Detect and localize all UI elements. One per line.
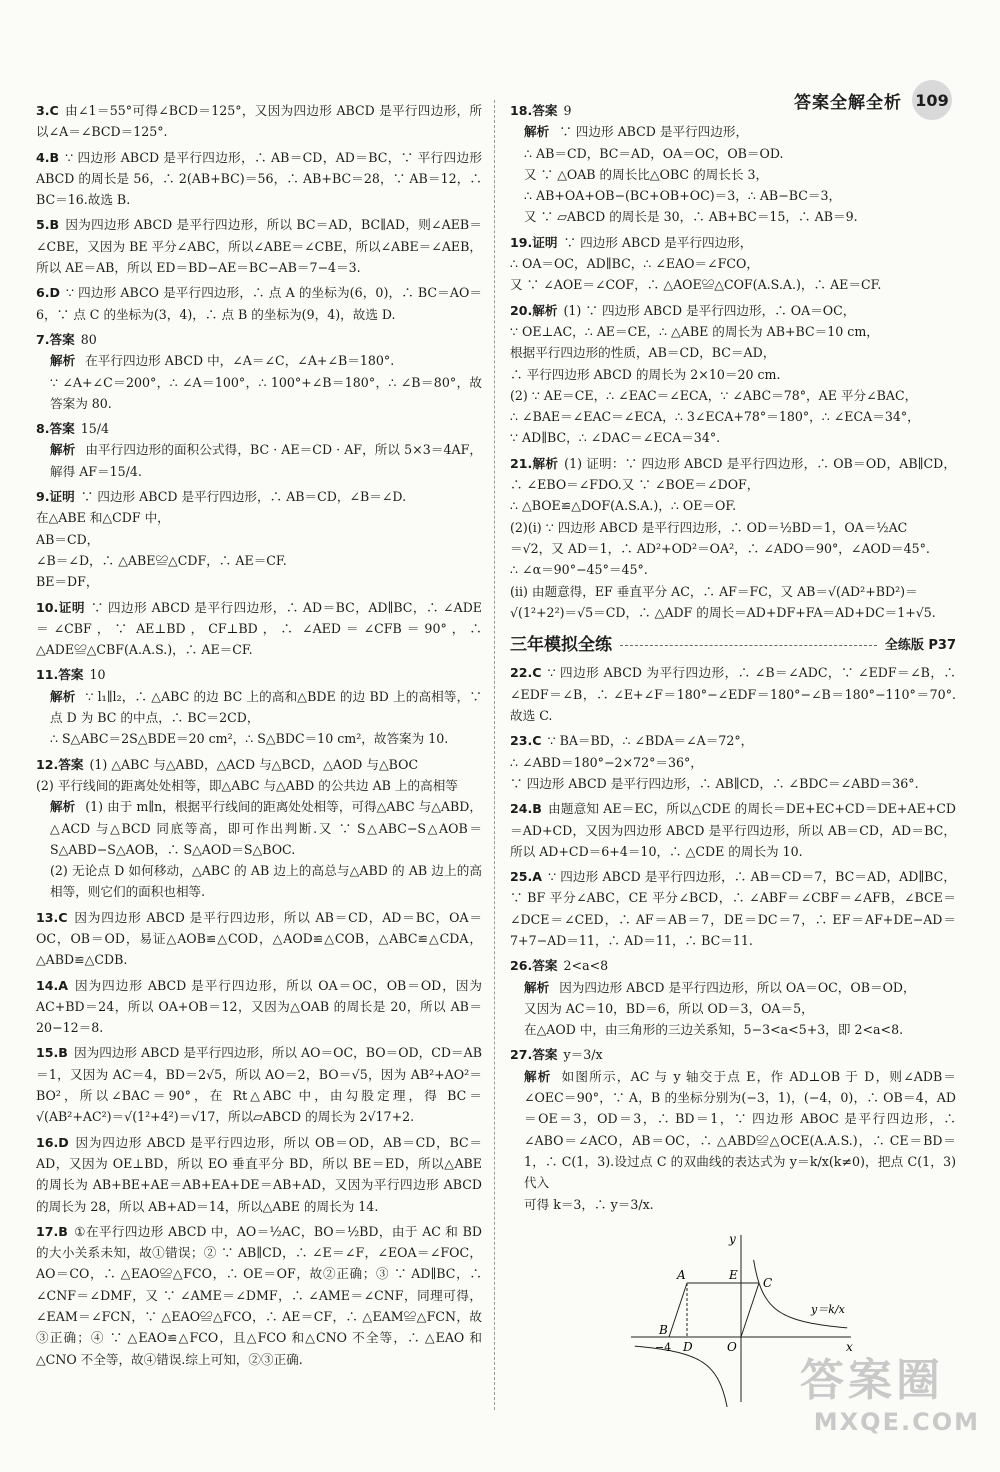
answer-line: [36, 486, 482, 507]
point-label-E: E: [729, 1267, 738, 1282]
section-reference: 全练版 P37: [884, 638, 956, 654]
watermark-line1: 答案圈: [800, 1355, 944, 1406]
answer-text: ①在平行四边形 ABCD 中，AO＝½AC，BO＝½BD，由于 AC 和 BD 的大小关系未知，故①错误；② ∵ AB∥CD，∴ ∠E＝∠F，∠EOA＝∠FOC，AO＝CO，∴ △EAO≌△FCO，∴ OE＝OF，故②正确；③ ∵ AD∥BC，∴ ∠CNF＝∠DMF，又 ∵ ∠AME＝∠DMF，∴ ∠AME＝∠CNF，同理可得，∠EAM＝∠FCN，∵ △EAO≌△FCO，∴ AE＝CF，∴ △EAM≌△FCN，故③正确；④ ∵ △EAO≌△FCO，且△FCO 和△CNO 不全等，∴ △EAO 和△CNO 不全等，故④错误.综上可知，②③正确.: [36, 1223, 482, 1367]
answer-item: [36, 329, 482, 414]
answer-line: [36, 1132, 482, 1217]
question-number: 18.答案: [510, 103, 558, 118]
question-number: 22.C: [510, 665, 542, 681]
answer-line: [510, 342, 956, 363]
segment-AB: [669, 1283, 687, 1337]
question-number: 19.证明: [510, 234, 558, 250]
answer-text: ∵ 四边形 ABCD 是平行四边形，: [563, 234, 753, 250]
answer-item: [36, 486, 482, 592]
answer-line: [36, 147, 482, 211]
answer-text: 因为四边形 ABCD 是平行四边形，所以 OA＝OC，OB＝OD，因为 AC+BD＝24，所以 OA+OB＝12，又因为△OAB 的周长是 20，所以 AB＝20−12＝8.: [36, 977, 482, 1036]
answer-text: (2) 平行线间的距离处处相等，即△ABC 与△ABD 的公共边 AB 上的高相等: [36, 777, 458, 793]
explanation-line: [36, 860, 482, 903]
question-number: 13.C: [36, 909, 68, 925]
answer-text: 又 ∵ ∠AOE＝∠COF，∴ △AOE≌△COF(A.S.A.)，∴ AE＝CF.: [510, 277, 882, 293]
explanation-line: [36, 372, 482, 415]
point-label-A: A: [677, 1267, 686, 1282]
answer-text: 9: [563, 103, 572, 118]
answer-line: [510, 495, 956, 516]
answer-text: ＝√2，又 AD＝1，∴ AD²+OD²＝OA²，∴ ∠ADO＝90°，∠AOD＝45°.: [510, 540, 930, 556]
curve-label: y＝k/x: [811, 1302, 845, 1316]
explanation-line: [36, 796, 482, 860]
explanation-text: (1) 由于 m∥n，根据平行线间的距离处处相等，可得△ABC 与△ABD，△ACD 与△BCD 同底等高，即可作出判断.又 ∵ S△ABC−S△AOB＝S△ABD−S△AOB，∴ S△AOD＝S△BOC.: [50, 799, 482, 857]
answer-item: [36, 1221, 482, 1370]
answer-item: [36, 1132, 482, 1217]
explanation-line: [510, 1194, 956, 1215]
answer-line: [36, 529, 482, 550]
answer-text: 由题意知 AE＝EC，所以△CDE 的周长＝DE+EC+CD＝DE+AE+CD＝AD+CD，又因为四边形 ABCD 是平行四边形，所以 AB＝CD，AD＝BC，所以 AD+CD＝6+4＝10，∴ △CDE 的周长为 10.: [510, 801, 956, 859]
answer-line: [510, 730, 956, 751]
question-number: 12.答案: [36, 756, 84, 772]
answer-line: [36, 329, 482, 350]
answer-item: [510, 300, 956, 449]
answer-line: [510, 662, 956, 726]
answer-line: [510, 773, 956, 794]
answer-line: [36, 418, 482, 439]
answer-text: ∵ OE⊥AC，∴ AE＝CE，∴ △ABE 的周长为 AB+BC＝10 cm，: [510, 323, 879, 339]
answer-line: [510, 866, 956, 951]
answer-line: [36, 907, 482, 971]
point-label-D: D: [683, 1339, 693, 1354]
question-number: 4.B: [36, 149, 60, 165]
header-title: 答案全解全析: [794, 92, 902, 113]
point-label-B: B: [659, 1322, 668, 1337]
x-axis-label: x: [846, 1339, 853, 1354]
answer-line: [510, 274, 956, 295]
question-number: 15.B: [36, 1045, 68, 1061]
answer-line: [510, 321, 956, 342]
answer-line: [36, 754, 482, 775]
explanation-tag: 解析: [524, 979, 550, 995]
explanation-tag: 解析: [524, 1068, 552, 1084]
answer-text: ∵ 四边形 ABCD 是平行四边形，∴ AB＝CD＝7，BC＝AD，AD∥BC，∵ BF 平分∠ABC，CE 平分∠BCD，∴ ∠ABF＝∠CBF＝∠AFB，∠BCE＝∠DCE＝∠CED，∴ AF＝AB＝7，DE＝DC＝7，∴ EF＝AF+DE−AD＝7+7−AD＝11，∴ AD＝11，∴ BC＝11.: [510, 869, 956, 948]
item-gap: [510, 1215, 956, 1219]
point-label-C: C: [763, 1275, 773, 1290]
answer-line: [510, 406, 956, 427]
answer-text: 因为四边形 ABCD 是平行四边形，所以 AO＝OC，BO＝OD，CD＝AB＝1，又因为 AC＝4，BD＝2√5，所以 AO＝2，BO＝√5，因为 AB²+AO²＝BO²，所以∠BAC＝90°，在 Rt△ABC 中，由勾股定理，得 BC＝√(AB²+AC²)＝√(1²+4²)＝√17，所以▱ABCD 的周长为 2√17+2.: [36, 1045, 482, 1125]
right-column: [510, 100, 956, 1413]
answer-text: ∵ 四边形 ABCD 是平行四边形，∴ AB＝CD，AD＝BC，∵ 平行四边形 ABCD 的周长是 56，∴ 2(AB+BC)＝56，∴ AB+BC＝28，∵ AB＝12，∴ BC＝16.故选 B.: [36, 149, 482, 208]
answer-item: [510, 100, 956, 228]
answer-text: ∴ OA＝OC，AD∥BC，∴ ∠EAO＝∠FCO，: [510, 256, 759, 272]
explanation-line: [36, 686, 482, 729]
explanation-line: [510, 206, 956, 227]
answer-line: [510, 602, 956, 623]
watermark-line2: MXQE.COM: [813, 1408, 980, 1436]
answer-line: [510, 1044, 956, 1065]
answer-item: [36, 975, 482, 1039]
question-number: 21.解析: [510, 455, 559, 471]
answer-item: [36, 754, 482, 903]
question-number: 11.答案: [36, 667, 84, 683]
answer-item: [510, 1044, 956, 1214]
answer-line: [510, 453, 956, 496]
answer-line: [510, 955, 956, 976]
answer-item: [510, 232, 956, 296]
explanation-tag: 解析: [524, 124, 550, 140]
explanation-line: [510, 143, 956, 164]
answer-line: [36, 975, 482, 1039]
answer-line: [36, 282, 482, 325]
origin-label: O: [727, 1339, 737, 1354]
answer-text: ∵ 四边形 ABCD 是平行四边形，∴ AB＝CD，∠B＝∠D.: [80, 489, 407, 505]
question-number: 24.B: [510, 801, 542, 817]
answer-text: ∵ AD∥BC，∴ ∠DAC＝∠ECA＝34°.: [510, 430, 721, 446]
answer-item: [36, 214, 482, 278]
answer-item: [36, 100, 482, 143]
answer-item: [36, 147, 482, 211]
answer-line: [36, 775, 482, 796]
question-number: 25.A: [510, 869, 543, 885]
explanation-line: [510, 164, 956, 185]
segment-OC: [741, 1283, 759, 1337]
answer-text: ∴ 平行四边形 ABCD 的周长为 2×10＝20 cm.: [510, 366, 781, 382]
page-number-badge: 109: [912, 80, 952, 120]
question-number: 7.答案: [36, 331, 75, 347]
explanation-tag: 解析: [50, 442, 76, 458]
explanation-text: ∵ 四边形 ABCD 是平行四边形，: [559, 124, 749, 140]
watermark: [800, 1344, 980, 1444]
answer-text: ∴ ∠α＝90°−45°＝45°.: [510, 562, 648, 578]
answer-text: AB＝CD，: [36, 531, 100, 547]
answer-line: [510, 427, 956, 448]
hyperbola-branch-first-quadrant: [754, 1260, 848, 1328]
explanation-tag: 解析: [50, 688, 76, 704]
answer-text: 因为四边形 ABCD 是平行四边形，所以 OB＝OD，AB＝CD，BC＝AD，又因为 OE⊥BD，所以 EO 垂直平分 BD，所以 BE＝ED，所以△ABE 的周长为 AB+BE+AE＝AB+EA+DE＝AB+AD，又因为平行四边形 ABCD 的周长为 28，所以 AB+AD＝14，所以△ABE 的周长为 14.: [36, 1134, 482, 1214]
explanation-tag: 解析: [50, 353, 76, 369]
answer-text: 2<a<8: [563, 958, 609, 974]
question-number: 10.证明: [36, 599, 85, 615]
answer-text: ∵ 四边形 ABCD 是平行四边形，∴ AD＝BC，AD∥BC，∴ ∠ADE＝∠CBF，∵ AE⊥BD，CF⊥BD，∴ ∠AED＝∠CFB＝90°，∴ △ADE≌△CBF(A.A.S.)，∴ AE＝CF.: [36, 599, 482, 658]
answer-line: [510, 752, 956, 773]
answer-item: [36, 597, 482, 661]
answer-line: [510, 581, 956, 602]
answer-line: [36, 100, 482, 143]
answer-item: [510, 730, 956, 794]
answer-text: (1) 证明：∵ 四边形 ABCD 是平行四边形，∴ OB＝OD，AB∥CD，∴ ∠EBO＝∠FDO.又 ∵ ∠BOE＝∠DOF，: [510, 455, 957, 493]
explanation-tag: 解析: [50, 799, 76, 815]
explanation-text: ∴ AB+OA+OB−(BC+OB+OC)＝3，∴ AB−BC＝3，: [524, 188, 842, 204]
explanation-line: [36, 439, 482, 482]
explanation-line: [510, 998, 956, 1019]
explanation-text: 在平行四边形 ABCD 中，∠A＝∠C，∠A+∠B＝180°.: [85, 353, 395, 369]
answer-text: (ii) 由题意得，EF 垂直平分 AC，∴ AF＝FC，又 AB＝√(AD²+BD²)＝: [510, 583, 918, 599]
answer-text: BE＝DF，: [36, 574, 99, 590]
answer-line: [36, 571, 482, 592]
answer-text: 10: [89, 667, 106, 683]
answer-line: [36, 664, 482, 685]
tick-label-minus-4: −4: [655, 1340, 672, 1354]
question-number: 20.解析: [510, 302, 558, 318]
section-dotted-line: [620, 645, 877, 646]
answer-item: [36, 418, 482, 482]
explanation-line: [510, 977, 956, 998]
question-number: 17.B: [36, 1223, 68, 1239]
answer-text: 由∠1＝55°可得∠BCD＝125°，又因为四边形 ABCD 是平行四边形，所以∠A＝∠BCD＝125°.: [36, 103, 482, 140]
answer-line: [36, 550, 482, 571]
answer-line: [36, 214, 482, 278]
answer-text: 80: [80, 331, 97, 347]
answer-line: [510, 798, 956, 862]
question-number: 23.C: [510, 733, 542, 749]
item-gap: [510, 623, 956, 627]
question-number: 27.答案: [510, 1047, 558, 1063]
answer-line: [510, 385, 956, 406]
explanation-text: 又因为 AC＝10，BD＝6，所以 OD＝3，OA＝5，: [524, 1000, 814, 1016]
answer-item: [36, 1042, 482, 1127]
explanation-text: ∴ AB＝CD，BC＝AD，OA＝OC，OB＝OD.: [524, 145, 784, 161]
explanation-line: [510, 1066, 956, 1194]
explanation-text: 由平行四边形的面积公式得，BC · AE＝CD · AF，所以 5×3＝4AF，解得 AF＝15/4.: [50, 442, 482, 479]
hyperbola-branch-third-quadrant: [635, 1346, 729, 1407]
answer-text: 因为四边形 ABCD 是平行四边形，所以 AB＝CD，AD＝BC，OA＝OC，OB＝OD，易证△AOB≌△COD，△AOD≌△COB，△ABC≌△CDA，△ABD≌△CDB.: [36, 909, 482, 968]
answer-item: [510, 955, 956, 1040]
explanation-text: 可得 k＝3，∴ y＝3/x.: [524, 1196, 654, 1212]
answer-line: [510, 100, 956, 121]
answer-line: [36, 507, 482, 528]
question-number: 5.B: [36, 217, 60, 233]
answer-text: ∵ 四边形 ABCD 为平行四边形，∴ ∠B＝∠ADC，∵ ∠EDF＝∠B，∴ ∠EDF＝∠B，∴ ∠E+∠F＝180°−∠EDF＝180°−∠B＝180°−110°＝70°.故选 C.: [510, 665, 956, 724]
answer-text: ∴ △BOE≌△DOF(A.S.A.)，∴ OE＝OF.: [510, 498, 737, 514]
answer-text: y＝3/x: [563, 1047, 603, 1063]
answer-item: [36, 664, 482, 749]
explanation-line: [36, 728, 482, 749]
question-number: 14.A: [36, 977, 69, 993]
explanation-text: 在△AOD 中，由三角形的三边关系知，5−3<a<5+3，即 2<a<8.: [524, 1022, 904, 1038]
question-number: 9.证明: [36, 489, 75, 505]
explanation-line: [510, 185, 956, 206]
explanation-text: 因为四边形 ABCD 是平行四边形，所以 OA＝OC，OB＝OD，: [559, 979, 916, 995]
item-gap: [36, 1370, 482, 1374]
answer-item: [36, 907, 482, 971]
answer-line: [510, 559, 956, 580]
question-number: 6.D: [36, 285, 61, 301]
section-title: 三年模拟全练: [510, 635, 612, 656]
answer-text: ∵ 四边形 ABCO 是平行四边形，∴ 点 A 的坐标为(6，0)，∴ BC＝AO＝6，∵ 点 C 的坐标为(3，4)，∴ 点 B 的坐标为(9，4)，故选 D.: [36, 285, 482, 322]
explanation-line: [510, 121, 956, 142]
answer-line: [510, 538, 956, 559]
answer-line: [510, 364, 956, 385]
answer-text: (2)(i) ∵ 四边形 ABCD 是平行四边形，∴ OD＝½BD＝1，OA＝½AC: [510, 519, 908, 535]
question-number: 8.答案: [36, 421, 75, 437]
answer-text: √(1²+2²)＝√5＝CD，∴ △ADF 的周长＝AD+DF+FA＝AD+DC＝1+√5.: [510, 604, 936, 620]
answer-text: (2) ∵ AE＝CE，∴ ∠EAC＝∠ECA，∵ ∠ABC＝78°，AE 平分∠BAC，: [510, 387, 918, 403]
answer-text: 在△ABE 和△CDF 中，: [36, 510, 170, 526]
answer-line: [36, 597, 482, 661]
answer-line: [36, 1221, 482, 1370]
answer-line: [510, 300, 956, 321]
explanation-text: (2) 无论点 D 如何移动，△ABC 的 AB 边上的高总与△ABD 的 AB 边上的高相等，则它们的面积也相等.: [50, 863, 482, 900]
answer-text: 15/4: [80, 421, 110, 437]
answer-item: [36, 282, 482, 325]
explanation-line: [36, 350, 482, 371]
question-number: 3.C: [36, 103, 59, 118]
answer-text: ∠B＝∠D，∴ △ABE≌△CDF，∴ AE＝CF.: [36, 552, 287, 568]
answer-text: ∴ ∠ABD＝180°−2×72°＝36°，: [510, 754, 703, 770]
section-heading: [510, 635, 956, 656]
explanation-text: ∴ S△ABC＝2S△BDE＝20 cm²，∴ S△BDC＝10 cm²，故答案为 10.: [50, 731, 449, 747]
answer-text: (1) △ABC 与△ABD，△ACD 与△BCD，△AOD 与△BOC: [89, 756, 419, 772]
explanation-text: 又 ∵ △OAB 的周长比△OBC 的周长长 3，: [524, 166, 769, 182]
answer-line: [510, 517, 956, 538]
column-divider: [494, 100, 495, 1410]
question-number: 26.答案: [510, 958, 558, 974]
explanation-text: ∵ l₁∥l₂，∴ △ABC 的边 BC 上的高和△BDE 的边 BD 上的高相等，∵ 点 D 为 BC 的中点，∴ BC＝2CD，: [50, 688, 482, 726]
answer-item: [510, 453, 956, 623]
answer-text: ∴ ∠BAE＝∠EAC＝∠ECA，∴ 3∠ECA+78°＝180°，∴ ∠ECA＝34°，: [510, 409, 920, 425]
question-number: 16.D: [36, 1134, 69, 1150]
answer-item: [510, 866, 956, 951]
explanation-text: 如图所示，AC 与 y 轴交于点 E，作 AD⊥OB 于 D，则∠ADB＝∠OEC＝90°，∵ A，B 的坐标分别为(−3，1)，(−4，0)，∴ OB＝4，AD＝OE＝3，OD＝3，∴ BD＝1，∵ 四边形 ABOC 是平行四边形，∴ ∠ABO＝∠ACO，AB＝OC，∴ △ABD≌△OCE(A.A.S.)，∴ CE＝BD＝1，∴ C(1，3).设过点 C 的双曲线的表达式为 y＝k/x(k≠0)，把点 C(1，3)代入: [524, 1068, 957, 1191]
answer-line: [36, 1042, 482, 1127]
answer-item: [510, 798, 956, 862]
answer-line: [510, 253, 956, 274]
left-column: [36, 100, 482, 1374]
answer-line: [510, 232, 956, 253]
answer-text: (1) ∵ 四边形 ABCD 是平行四边形，∴ OA＝OC，: [563, 302, 856, 318]
explanation-text: ∵ ∠A+∠C＝200°，∴ ∠A＝100°，∴ 100°+∠B＝180°，∴ ∠B＝80°，故答案为 80.: [50, 374, 482, 411]
answer-text: ∵ BA＝BD，∴ ∠BDA＝∠A＝72°，: [547, 733, 754, 749]
explanation-line: [510, 1019, 956, 1040]
explanation-text: 又 ∵ ▱ABCD 的周长是 30，∴ AB+BC＝15，∴ AB＝9.: [524, 209, 858, 225]
answer-item: [510, 662, 956, 726]
y-axis-label: y: [729, 1231, 736, 1246]
answer-text: 因为四边形 ABCD 是平行四边形，所以 BC＝AD，BC∥AD，则∠AEB＝∠CBE，又因为 BE 平分∠ABC，所以∠ABE＝∠CBE，所以∠ABE＝∠AEB，所以 AE＝AB，所以 ED＝BD−AE＝BC−AB＝7−4＝3.: [36, 217, 482, 276]
answer-text: ∵ 四边形 ABCD 是平行四边形，∴ AB∥CD，∴ ∠BDC＝∠ABD＝36°.: [510, 775, 919, 791]
answer-text: 根据平行四边形的性质，AB＝CD，BC＝AD，: [510, 345, 776, 361]
